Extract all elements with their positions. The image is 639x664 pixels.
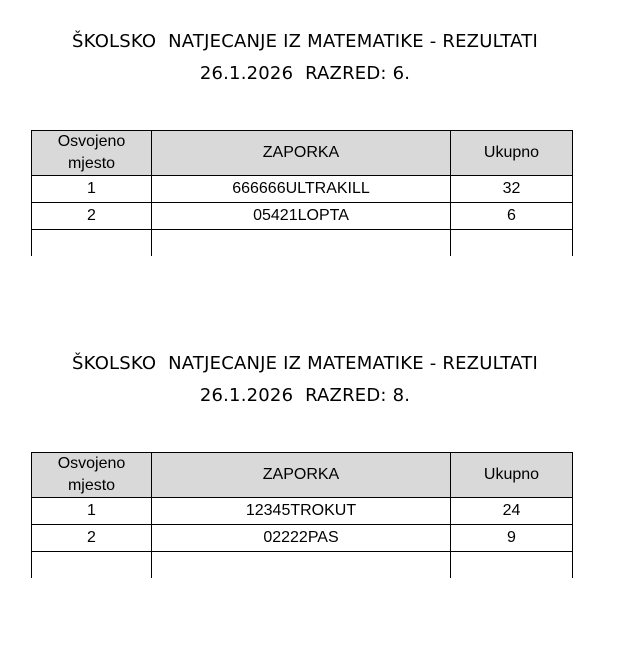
cell-place: 1 — [32, 498, 152, 525]
cell-total: 9 — [451, 525, 573, 552]
table-row-empty — [32, 552, 573, 579]
cell-place — [32, 552, 152, 579]
cell-place: 2 — [32, 525, 152, 552]
header-code: ZAPORKA — [152, 131, 451, 176]
cell-place: 2 — [32, 203, 152, 230]
cell-code: 05421LOPTA — [152, 203, 451, 230]
cell-place: 1 — [32, 176, 152, 203]
header-place: Osvojeno mjesto — [32, 131, 152, 176]
results-table — [31, 130, 573, 256]
header-total: Ukupno — [451, 453, 573, 498]
header-code: ZAPORKA — [152, 453, 451, 498]
section-subtitle: 26.1.2026 RAZRED: 8. — [199, 385, 411, 406]
cell-code — [152, 552, 451, 579]
section-title: ŠKOLSKO NATJECANJE IZ MATEMATIKE - REZULTATI — [72, 353, 538, 374]
section-subtitle: 26.1.2026 RAZRED: 6. — [199, 63, 411, 84]
table-header-row — [32, 131, 573, 176]
section-title: ŠKOLSKO NATJECANJE IZ MATEMATIKE - REZULTATI — [72, 31, 538, 52]
cell-total: 6 — [451, 203, 573, 230]
cell-total: 24 — [451, 498, 573, 525]
table-row — [32, 203, 573, 230]
cell-code: 666666ULTRAKILL — [152, 176, 451, 203]
table-row — [32, 498, 573, 525]
cell-place — [32, 230, 152, 257]
cell-total — [451, 552, 573, 579]
header-place: Osvojeno mjesto — [32, 453, 152, 498]
table-header-row — [32, 453, 573, 498]
cell-code: 02222PAS — [152, 525, 451, 552]
header-total: Ukupno — [451, 131, 573, 176]
cell-code: 12345TROKUT — [152, 498, 451, 525]
cell-total — [451, 230, 573, 257]
cell-total: 32 — [451, 176, 573, 203]
results-table — [31, 452, 573, 578]
table-row — [32, 176, 573, 203]
table-row-empty — [32, 230, 573, 257]
cell-code — [152, 230, 451, 257]
table-row — [32, 525, 573, 552]
